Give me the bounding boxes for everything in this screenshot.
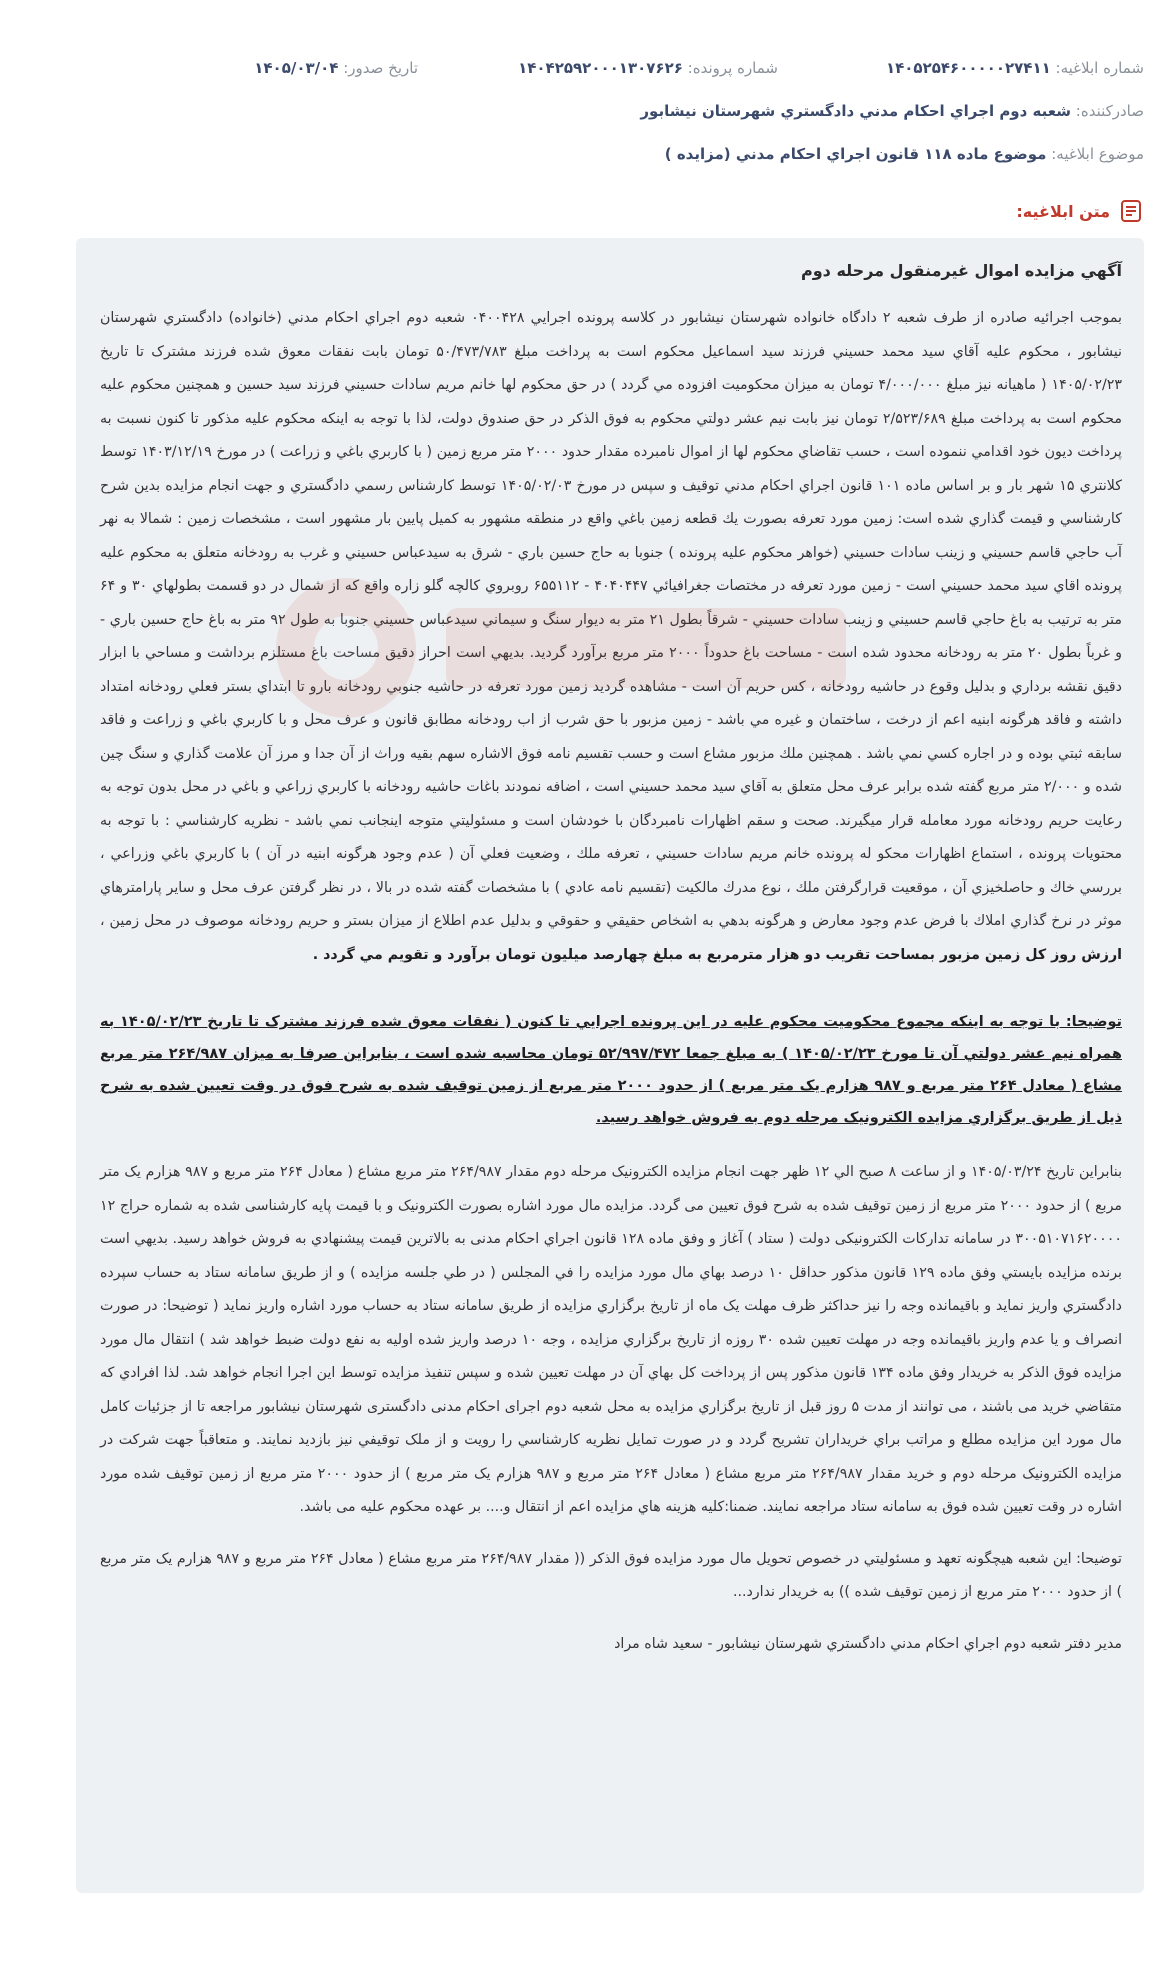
- issue-date-label: تاريخ صدور:: [343, 59, 418, 77]
- notice-number-label: شماره ابلاغيه:: [1055, 59, 1144, 77]
- main-paragraph-text: بموجب اجرائيه صادره از طرف شعبه ۲ دادگاه خانواده شهرستان نيشابور در كلاسه پرونده اجرايي ۰۴۰۰۴۲۸ شعبه دوم اجراي احكام مدني (خانواده) دادگستري شهرستان نيشابور ، محکوم عليه آقاي سيد محمد حسيني فرزند سيد اسماعيل محکوم است به پرداخت مبلغ ۵۰/۴۷۳/۷۸۳ تومان بابت نفقات معوق شده فرزند مشترک تا تاريخ ۱۴۰۵/۰۲/۲۳ ( ماهيانه نيز مبلغ ۴/۰۰۰/۰۰۰ تومان به ميزان محکوميت افزوده مي گردد ) در حق محكوم لها خانم مريم سادات حسيني فرزند سيد حسين و همچنين محکوم عليه محکوم است به پرداخت مبلغ ۲/۵۲۳/۶۸۹ تومان نيز بابت نيم عشر دولتي محکوم به فوق الذکر در حق صندوق دولت، لذا با توجه به اينكه محكوم عليه مذكور تا كنون نسبت به پرداخت ديون خود اقدامي ننموده است ، حسب تقاضاي محکوم لها از اموال نامبرده مقدار حدود ۲۰۰۰ متر مربع زمين ( با كاربري باغي و زراعت ) در مورخ ۱۴۰۳/۱۲/۱۹ توسط كلانتري ۱۵ شهر بار و بر اساس ماده ۱۰۱ قانون اجراي احكام مدني توقيف و سپس در مورخ ۱۴۰۵/۰۲/۰۳ توسط كارشناس رسمي دادگستري و جهت انجام مزايده بدين شرح كارشناسي و قيمت گذاري شده است: زمين مورد تعرفه بصورت يك قطعه زمين باغي واقع در منطقه مشهور به كميل پايين بار مشهور است ، مشخصات زمين : شمالا به نهر آب حاجي قاسم حسيني و زينب سادات حسيني (خواهر محكوم عليه پرونده ) جنوبا به حاج حسين باري - شرق به سيدعباس حسيني و غرب به رودخانه متعلق به محكوم عليه پرونده اقاي سيد محمد حسيني است - زمين مورد تعرفه در مختصات جغرافيائي ۴۰۴۰۴۴۷ - ۶۵۵۱۱۲ روبروي كالچه گلو زاره واقع كه از شمال در دو قسمت بطولهاي ۳۰ و ۶۴ متر به ترتيب به باغ حاجي قاسم حسيني و زينب سادات حسيني - شرقاً بطول ۲۱ متر به ديوار سنگ و سيماني سيدعباس حسيني جنوبا به طول ۹۲ متر به باغ حاج حسين باري - و غرباً بطول ۲۰ متر به رودخانه محدود شده است - مساحت باغ حدوداً ۲۰۰۰ متر مربع برآورد گرديد. بديهي است احراز دقيق مساحت باغ مستلزم برداشت و مساحي با ابزار دقيق نقشه برداري و بدليل وقوع در حاشيه رودخانه ، كس حريم آن است - مشاهده گرديد زمين مورد تعرفه در حاشيه جنوبي رودخانه بارو تا ابتداي بستر فعلي رودخانه امتداد داشته و فاقد هرگونه ابنيه اعم از درخت ، ساختمان و غيره مي باشد - زمين مزبور با حق شرب از اب رودخانه مطابق قانون و عرف محل و با كاربري باغي و زراعت و فاقد سابقه ثبتي بوده و در اجاره كسي نمي باشد . همچنين ملك مزبور مشاع است و حسب تقسيم نامه فوق الاشاره سهم بقيه وراث از آن جدا و مرز آن علامت گذاري و سنگ چين شده و ۲/۰۰۰ متر مربع گفته شده برابر عرف محل متعلق به آقاي سيد محمد حسيني است ، اضافه نمودند باغات حاشيه رودخانه با كاربري زراعي و باغي در محل بدون توجه به رعايت حريم رودخانه مورد معامله قرار ميگيرند. صحت و سقم اظهارات نامبردگان با خودشان است و مسئوليتي متوجه اينجانب نمي باشد - نظريه كارشناسي : با توجه به محتويات پرونده ، استماع اظهارات محكو له پرونده خانم مريم سادات حسيني ، تعرفه ملك ، وضعيت فعلي آن ( عدم وجود هرگونه ابنيه در آن ) با كاربري باغي وزراعي ، بررسي خاك و حاصلخيزي آن ، موقعيت قرارگرفتن ملك ، نوع مدرك مالكيت (تقسيم نامه عادي ) با مشخصات گفته شده در بالا ، در نظر گرفتن عرف محل و ساير پارامترهاي موثر در نرخ گذاري املاك با فرض عدم وجود معارض و هرگونه بدهي به اشخاص حقيقي و حقوقي و بدليل عدم اطلاع از ميزان بستر و حريم رودخانه موصوف در محل زمين ،: [100, 310, 1123, 929]
- case-number-value: ۱۴۰۴۲۵۹۲۰۰۰۱۳۰۷۶۲۶: [518, 59, 683, 77]
- case-number-label: شماره پرونده:: [687, 59, 778, 77]
- notice-text-heading: [1016, 198, 1144, 224]
- notice-content-panel: [76, 238, 1144, 1893]
- disclaimer-paragraph: توضيحا: اين شعبه هيچگونه تعهد و مسئوليتي در خصوص تحويل مال مورد مزايده فوق الذكر (( مقدار ۲۶۴/۹۸۷ متر مربع مشاع ( معادل ۲۶۴ متر مربع و ۹۸۷ هزارم يک متر مربع ) از حدود ۲۰۰۰ متر مربع از زمين توقيف شده )) به خريدار ندارد...: [100, 1550, 1122, 1600]
- auction-title: آگهي مزايده اموال غيرمنقول مرحله دوم: [800, 261, 1122, 280]
- issuer-row: [30, 99, 1144, 123]
- issue-date-value: ۱۴۰۵/۰۳/۰۴: [254, 59, 339, 77]
- valuation-statement: ارزش روز كل زمين مزبور بمساحت تقريب دو هزار مترمربع به مبلغ چهارصد ميليون تومان برآورد و تقويم مي گردد .: [312, 946, 1122, 963]
- document-text-icon: [1118, 198, 1144, 224]
- notice-number: [886, 56, 1144, 80]
- issuer-value: شعبه دوم اجراي احكام مدني دادگستري شهرستان نيشابور: [640, 102, 1071, 120]
- notice-number-value: ۱۴۰۵۲۵۴۶۰۰۰۰۰۲۷۴۱۱: [885, 59, 1051, 77]
- issue-date: [254, 56, 418, 80]
- subject-value: موضوع ماده ۱۱۸ قانون اجراي احكام مدني (مزايده ): [664, 145, 1047, 163]
- issuer-label: صادرکننده:: [1075, 102, 1144, 120]
- important-note: توضيحا: با توجه به اينكه مجموع محكوميت محكوم عليه در اين پرونده اجرايي تا كنون ( نفقات معوق شده فرزند مشترک تا تاريخ ۱۴۰۵/۰۲/۲۳ به همراه نيم عشر دولتي آن تا مورخ ۱۴۰۵/۰۲/۲۳ ) به مبلغ جمعا ۵۲/۹۹۷/۴۷۲ تومان محاسبه شده است ، بنابراين صرفا به ميزان ۲۶۴/۹۸۷ متر مربع مشاع ( معادل ۲۶۴ متر مربع و ۹۸۷ هزارم يک متر مربع ) از حدود ۲۰۰۰ متر مربع از زمين توقيف شده به شرح فوق در وقت تعيين شده به شرح ذيل از طريق برگزاري مزايده الكترونيک مرحله دوم به فروش خواهد رسيد.: [100, 1014, 1122, 1126]
- subject-row: [30, 142, 1144, 166]
- section-title: متن ابلاغيه:: [1016, 201, 1110, 221]
- case-number: [518, 56, 778, 80]
- auction-details-paragraph: بنابراين تاريخ ۱۴۰۵/۰۳/۲۴ و از ساعت ۸ صبح الي ۱۲ ظهر جهت انجام مزايده الکترونيک مرحله دوم مقدار ۲۶۴/۹۸۷ متر مربع مشاع ( معادل ۲۶۴ متر مربع و ۹۸۷ هزارم يک متر مربع ) از حدود ۲۰۰۰ متر مربع از زمين توقيف شده به شرح فوق تعيين مى گردد. مزايده مال مورد اشاره بصورت الكترونيک و با قيمت پايه كارشناسى شده به شماره حراج ۱۲ ۳۰۰۵۱۰۷۱۶۲۰۰۰۰ در سامانه تداركات الكترونيكى دولت ( ستاد ) آغاز و وفق ماده ۱۲۸ قانون اجراي احكام مدنى به بالاترين قيمت پيشنهادي به فروش خواهد رسيد. بديهي است برنده مزايده بايستي وفق ماده ۱۲۹ قانون مذکور حداقل ۱۰ درصد بهاي مال مورد مزايده را في المجلس ( در طي جلسه مزايده ) و از طريق سامانه ستاد به حساب سپرده دادگستري واريز نمايد و باقيمانده وجه را نيز حداکثر ظرف مهلت يک ماه از تاريخ برگزاري مزايده از طريق سامانه ستاد به حساب مورد اشاره واريز نمايد ( توضيحا: در صورت انصراف و يا عدم واريز باقيمانده وجه در مهلت تعيين شده ۳۰ روزه از تاريخ برگزاري مزايده ، وجه ۱۰ درصد واريز شده اوليه به نفع دولت ضبط خواهد شد ) انتقال مال مورد مزايده فوق الذکر به خريدار وفق ماده ۱۳۴ قانون مذکور پس از پرداخت کل بهاي آن در مهلت تعيين شده و سپس تنفيذ مزايده توسط اين اجرا انجام خواهد شد. لذا افرادي كه متقاضي خريد مى باشند ، مى توانند از مدت ۵ روز قبل از تاريخ برگزاري مزايده به محل شعبه دوم اجراى احكام مدنى دادگسترى شهرستان نيشابور مراجعه تا از جزئيات کامل مال مورد اين مزايده مطلع و مراتب براي خريداران تشريح گردد و در صورت تمايل نظريه کارشناسي را رويت و از ملک توقيفي نيز بازديد نمايند. و متعاقباً جهت شركت در مزايده الكترونيک مرحله دوم و خريد مقدار ۲۶۴/۹۸۷ متر مربع مشاع ( معادل ۲۶۴ متر مربع و ۹۸۷ هزارم يک متر مربع ) از حدود ۲۰۰۰ متر مربع از زمين توقيف شده مورد اشاره در وقت تعيين شده فوق به سامانه ستاد مراجعه نمايند. ضمنا:کليه هزينه هاي مزايده اعم از انتقال و.... بر عهده محکوم عليه مى باشد.: [100, 1164, 1123, 1515]
- subject-label: موضوع ابلاغيه:: [1051, 145, 1144, 163]
- signature: مدير دفتر شعبه دوم اجراي احكام مدني دادگستري شهرستان نيشابور - سعيد شاه مراد: [614, 1635, 1122, 1652]
- main-paragraph: [100, 302, 1122, 972]
